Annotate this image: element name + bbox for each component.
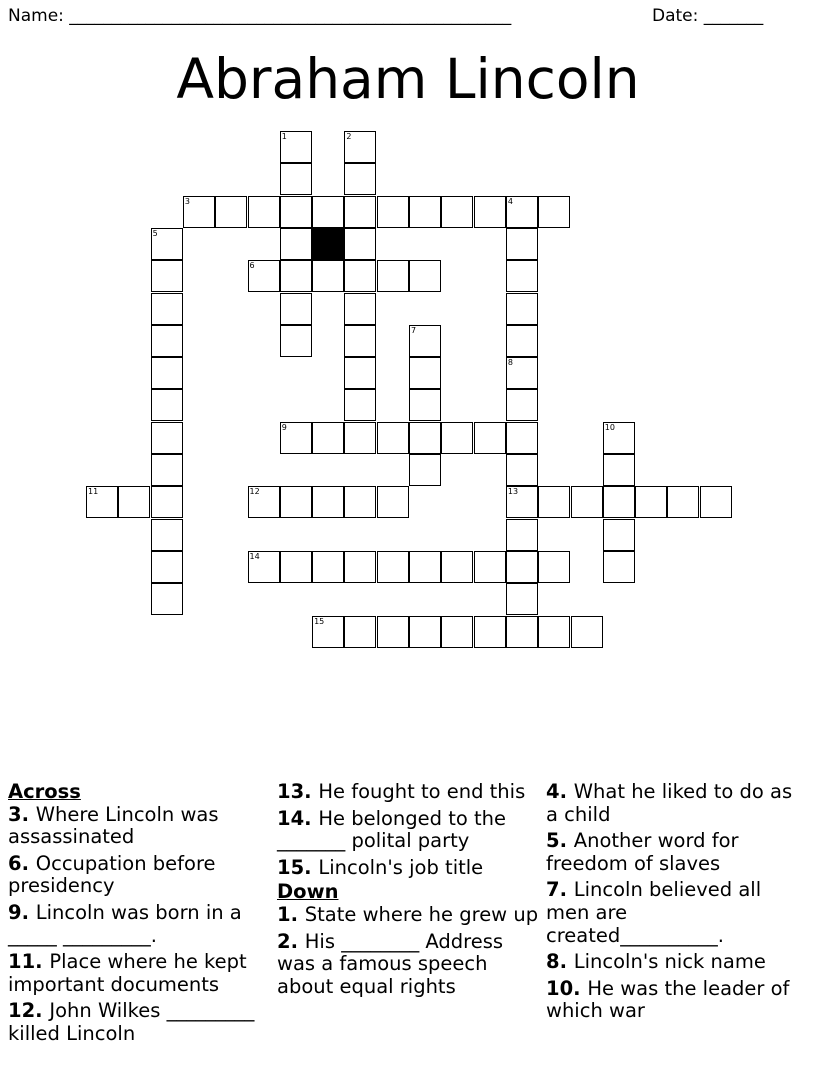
clue-item-text: He belonged to the _______ polital party <box>277 806 507 853</box>
clue-item-number: 3. <box>8 802 36 826</box>
clues-column-3 <box>546 781 808 1027</box>
grid-cell[interactable] <box>151 357 183 389</box>
clue-item-text: Where Lincoln was assassinated <box>8 802 219 849</box>
grid-cell[interactable] <box>151 519 183 551</box>
clue-number: 6 <box>249 261 255 271</box>
grid-cell[interactable] <box>151 389 183 421</box>
clue-item-text: Occupation before presidency <box>8 851 216 898</box>
grid-cell[interactable] <box>312 196 344 228</box>
grid-cell[interactable] <box>151 260 183 292</box>
clue-item-text: He fought to end this <box>318 780 526 803</box>
clue-number: 2 <box>346 132 352 141</box>
grid-cell[interactable] <box>441 616 473 648</box>
grid-cell[interactable] <box>344 325 376 357</box>
grid-cell[interactable] <box>280 325 312 357</box>
clue-item <box>546 978 808 1023</box>
grid-cell[interactable] <box>409 551 441 583</box>
grid-cell[interactable] <box>151 454 183 486</box>
grid-cell[interactable] <box>377 616 409 648</box>
grid-cell[interactable] <box>474 422 506 454</box>
clue-item-number: 5. <box>546 829 574 853</box>
clue-item <box>546 830 808 875</box>
clue-item <box>8 902 270 947</box>
grid-cell[interactable] <box>377 422 409 454</box>
grid-cell[interactable] <box>441 551 473 583</box>
grid-cell[interactable] <box>409 616 441 648</box>
grid-cell[interactable] <box>506 357 538 389</box>
clue-item <box>8 804 270 849</box>
grid-cell[interactable] <box>538 551 570 583</box>
clue-item-text: John Wilkes _________ killed Lincoln <box>8 999 255 1045</box>
grid-cell[interactable] <box>344 228 376 260</box>
grid-cell[interactable] <box>151 583 183 615</box>
clue-item <box>8 951 270 996</box>
grid-cell[interactable] <box>409 389 441 421</box>
clue-number: 7 <box>411 325 417 335</box>
clue-item <box>546 781 808 826</box>
grid-cell[interactable] <box>506 519 538 551</box>
clue-item-text: Lincoln believed all men are created__________. <box>546 878 762 947</box>
clue-number: 13 <box>507 487 519 497</box>
grid-cell[interactable] <box>377 196 409 228</box>
grid-cell[interactable] <box>280 551 312 583</box>
grid-cell[interactable] <box>280 260 312 292</box>
grid-cell[interactable] <box>312 422 344 454</box>
grid-cell[interactable] <box>571 616 603 648</box>
grid-cell[interactable] <box>635 486 667 518</box>
clue-item-number: 15. <box>277 855 319 879</box>
grid-cell[interactable] <box>151 325 183 357</box>
clue-number: 9 <box>281 422 287 432</box>
grid-cell[interactable] <box>151 293 183 325</box>
grid-cell[interactable] <box>248 551 280 583</box>
grid-cell[interactable] <box>409 357 441 389</box>
grid-cell[interactable] <box>409 260 441 292</box>
grid-cell[interactable] <box>409 325 441 357</box>
grid-cell[interactable] <box>506 486 538 518</box>
grid-cell[interactable] <box>409 422 441 454</box>
grid-cell[interactable] <box>280 293 312 325</box>
grid-cell[interactable] <box>571 486 603 518</box>
clue-item <box>8 1000 270 1045</box>
grid-cell[interactable] <box>344 422 376 454</box>
grid-cell[interactable] <box>603 519 635 551</box>
across-heading: Across <box>8 780 81 803</box>
clue-item-number: 8. <box>546 950 574 974</box>
down-heading: Down <box>277 880 339 904</box>
grid-cell[interactable] <box>344 293 376 325</box>
grid-cell[interactable] <box>344 486 376 518</box>
grid-cell[interactable] <box>506 389 538 421</box>
clue-item-number: 4. <box>546 780 574 803</box>
clue-number: 3 <box>184 196 190 206</box>
grid-cell[interactable] <box>377 486 409 518</box>
black-cell <box>312 228 344 260</box>
clue-item-text: His ________ Address was a famous speech about equal rights <box>277 929 504 998</box>
clues-column-1 <box>8 781 270 1050</box>
down-clue-list-continued <box>546 781 808 1023</box>
grid-cell[interactable] <box>603 422 635 454</box>
grid-cell[interactable] <box>118 486 150 518</box>
clue-item-text: He was the leader of which war <box>546 976 790 1023</box>
clue-number: 4 <box>507 196 513 206</box>
grid-cell[interactable] <box>506 196 538 228</box>
down-clue-list <box>277 904 539 998</box>
clue-item <box>277 904 539 927</box>
grid-cell[interactable] <box>312 260 344 292</box>
clue-item-text: Lincoln was born in a _____ _________. <box>8 900 242 947</box>
clue-number: 12 <box>249 487 260 497</box>
grid-cell[interactable] <box>474 616 506 648</box>
grid-cell[interactable] <box>409 196 441 228</box>
clue-item-number: 11. <box>8 950 50 974</box>
grid-cell[interactable] <box>603 486 635 518</box>
grid-cell[interactable] <box>603 454 635 486</box>
clue-item-text: Lincoln's nick name <box>573 950 766 974</box>
grid-cell[interactable] <box>474 551 506 583</box>
clue-number: 15 <box>314 616 325 626</box>
clue-item <box>546 951 808 974</box>
clue-number: 10 <box>604 422 615 432</box>
clue-item-number: 14. <box>277 806 319 830</box>
date-field[interactable]: Date: _______ <box>652 6 764 26</box>
grid-cell[interactable] <box>538 616 570 648</box>
grid-cell[interactable] <box>538 196 570 228</box>
grid-cell[interactable] <box>506 260 538 292</box>
clue-item-number: 9. <box>8 900 36 924</box>
clue-number: 5 <box>152 228 158 238</box>
grid-cell[interactable] <box>506 616 538 648</box>
clue-number: 11 <box>88 487 99 497</box>
grid-cell[interactable] <box>280 131 312 163</box>
grid-cell[interactable] <box>506 293 538 325</box>
grid-cell[interactable] <box>474 196 506 228</box>
grid-cell[interactable] <box>441 422 473 454</box>
grid-cell[interactable] <box>667 486 699 518</box>
across-clue-list-continued <box>277 781 539 879</box>
clue-item-number: 12. <box>8 999 50 1023</box>
grid-cell[interactable] <box>344 163 376 195</box>
grid-cell[interactable] <box>280 486 312 518</box>
grid-cell[interactable] <box>280 163 312 195</box>
grid-cell[interactable] <box>538 486 570 518</box>
clue-item-text: What he liked to do as a child <box>546 780 793 826</box>
clue-item-text: State where he grew up <box>304 902 539 926</box>
clue-item <box>277 781 539 804</box>
grid-cell[interactable] <box>248 486 280 518</box>
grid-cell[interactable] <box>344 196 376 228</box>
clue-number: 14 <box>249 551 260 561</box>
grid-cell[interactable] <box>506 228 538 260</box>
grid-cell[interactable] <box>344 389 376 421</box>
grid-cell[interactable] <box>248 196 280 228</box>
grid-cell[interactable] <box>344 260 376 292</box>
clue-item-number: 6. <box>8 851 36 875</box>
grid-cell[interactable] <box>506 454 538 486</box>
grid-cell[interactable] <box>377 551 409 583</box>
grid-cell[interactable] <box>312 616 344 648</box>
clue-item-number: 13. <box>277 780 319 803</box>
grid-cell[interactable] <box>344 357 376 389</box>
grid-cell[interactable] <box>151 228 183 260</box>
clue-number: 1 <box>281 132 287 141</box>
clue-item-number: 1. <box>277 902 305 926</box>
grid-cell[interactable] <box>344 616 376 648</box>
grid-cell[interactable] <box>151 551 183 583</box>
across-clue-list <box>8 804 270 1046</box>
grid-cell[interactable] <box>280 196 312 228</box>
clue-item-number: 7. <box>546 878 574 902</box>
clue-item <box>277 931 539 999</box>
grid-cell[interactable] <box>506 551 538 583</box>
clue-item <box>277 857 539 880</box>
grid-cell[interactable] <box>151 486 183 518</box>
clue-item-text: Another word for freedom of slaves <box>546 829 739 875</box>
grid-cell[interactable] <box>86 486 118 518</box>
clue-item-number: 2. <box>277 929 305 953</box>
grid-cell[interactable] <box>377 260 409 292</box>
grid-cell[interactable] <box>344 131 376 163</box>
grid-cell[interactable] <box>506 422 538 454</box>
grid-cell[interactable] <box>506 583 538 615</box>
grid-cell[interactable] <box>603 551 635 583</box>
grid-cell[interactable] <box>151 422 183 454</box>
clue-item <box>546 879 808 947</box>
grid-cell[interactable] <box>409 454 441 486</box>
clue-number: 8 <box>507 358 513 368</box>
clue-item-number: 10. <box>546 976 588 1000</box>
clues-column-2 <box>277 781 539 1002</box>
grid-cell[interactable] <box>312 551 344 583</box>
grid-cell[interactable] <box>248 260 280 292</box>
grid-cell[interactable] <box>344 551 376 583</box>
grid-cell[interactable] <box>312 486 344 518</box>
clue-item-text: Place where he kept important documents <box>8 950 247 996</box>
grid-cell[interactable] <box>280 422 312 454</box>
clue-item <box>8 853 270 898</box>
grid-cell[interactable] <box>215 196 247 228</box>
grid-cell[interactable] <box>506 325 538 357</box>
grid-cell[interactable] <box>700 486 732 518</box>
grid-cell[interactable] <box>441 196 473 228</box>
clue-item <box>277 808 539 853</box>
grid-cell[interactable] <box>183 196 215 228</box>
grid-cell[interactable] <box>280 228 312 260</box>
clue-item-text: Lincoln's job title <box>318 855 484 879</box>
page-title: Abraham Lincoln <box>176 47 640 111</box>
name-field[interactable]: Name: ____________________________________________________ <box>8 6 512 26</box>
